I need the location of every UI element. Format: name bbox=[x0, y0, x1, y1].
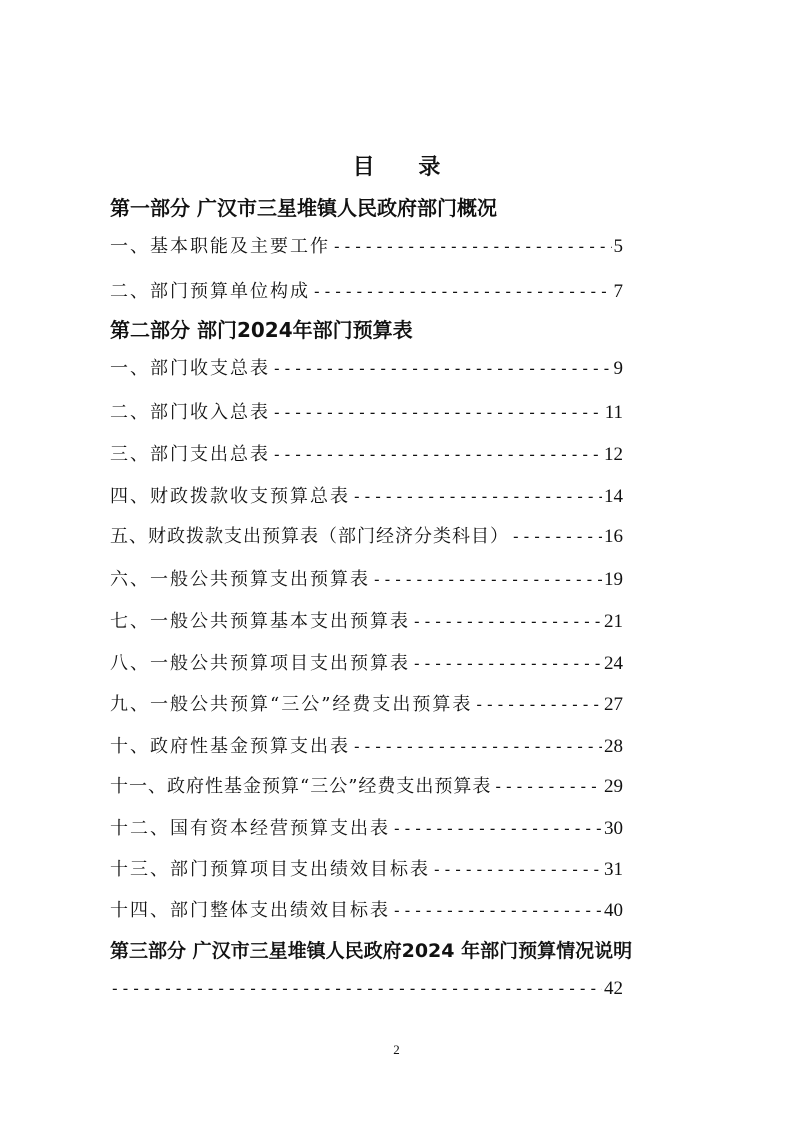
toc-entry[interactable] bbox=[110, 398, 623, 424]
part-heading-1: 第一部分 广汉市三星堆镇人民政府部门概况 bbox=[110, 196, 497, 220]
toc-entry-label: 十二、国有资本经营预算支出表 bbox=[110, 818, 390, 839]
toc-leader bbox=[392, 819, 602, 838]
toc-leader bbox=[332, 237, 612, 256]
toc-entry-label: 十、政府性基金预算支出表 bbox=[110, 736, 350, 757]
toc-entry-label: 四、财政拨款收支预算总表 bbox=[110, 486, 350, 507]
toc-entry-label: 九、一般公共预算“三公”经费支出预算表 bbox=[110, 694, 473, 715]
toc-leader bbox=[352, 737, 602, 756]
toc-entry[interactable] bbox=[110, 814, 623, 840]
toc-entry[interactable] bbox=[110, 232, 623, 258]
part-heading-2: 第二部分 部门2024年部门预算表 bbox=[110, 318, 413, 342]
toc-entry-page: 16 bbox=[604, 526, 623, 547]
toc-leader bbox=[493, 777, 602, 796]
toc-entry[interactable] bbox=[110, 277, 623, 303]
toc-entry-page: 5 bbox=[613, 236, 623, 257]
toc-entry[interactable] bbox=[110, 354, 623, 380]
toc-entry[interactable] bbox=[110, 896, 623, 922]
toc-leader bbox=[110, 979, 602, 998]
toc-entry[interactable] bbox=[110, 522, 623, 548]
toc-leader bbox=[432, 860, 602, 879]
toc-entry-page: 28 bbox=[604, 736, 623, 757]
toc-entry[interactable] bbox=[110, 690, 623, 716]
toc-title: 目 录 bbox=[352, 155, 459, 180]
toc-leader bbox=[272, 445, 602, 464]
toc-entry-label: 二、部门预算单位构成 bbox=[110, 281, 310, 302]
toc-entry-page: 27 bbox=[604, 694, 623, 715]
toc-leader bbox=[474, 695, 602, 714]
toc-entry[interactable] bbox=[110, 649, 623, 675]
toc-entry-page: 31 bbox=[604, 859, 623, 880]
toc-leader bbox=[352, 487, 602, 506]
toc-entry-page: 29 bbox=[604, 776, 623, 797]
toc-leader bbox=[372, 570, 602, 589]
toc-entry-page: 14 bbox=[604, 486, 623, 507]
toc-entry-label: 二、部门收入总表 bbox=[110, 402, 270, 423]
toc-leader bbox=[412, 612, 602, 631]
toc-entry-page: 12 bbox=[604, 444, 623, 465]
toc-entry-page: 7 bbox=[613, 281, 623, 302]
toc-entry-label: 一、部门收支总表 bbox=[110, 358, 270, 379]
toc-leader bbox=[312, 282, 612, 301]
toc-entry[interactable] bbox=[110, 607, 623, 633]
toc-entry-label: 十一、政府性基金预算“三公”经费支出预算表 bbox=[110, 776, 492, 797]
toc-entry[interactable] bbox=[110, 440, 623, 466]
toc-leader bbox=[392, 901, 602, 920]
toc-entry-page: 24 bbox=[604, 653, 623, 674]
toc-entry[interactable] bbox=[110, 772, 623, 798]
toc-entry-label: 三、部门支出总表 bbox=[110, 444, 270, 465]
toc-entry-page: 42 bbox=[604, 978, 623, 999]
toc-entry[interactable] bbox=[110, 732, 623, 758]
toc-entry[interactable] bbox=[110, 978, 623, 1000]
toc-entry-page: 40 bbox=[604, 900, 623, 921]
toc-leader bbox=[511, 527, 602, 546]
page-number: 2 bbox=[393, 1042, 400, 1057]
toc-entry-page: 19 bbox=[604, 569, 623, 590]
part-heading-3: 第三部分 广汉市三星堆镇人民政府2024 年部门预算情况说明 bbox=[110, 940, 633, 962]
toc-leader bbox=[412, 654, 602, 673]
toc-entry-page: 11 bbox=[604, 402, 623, 423]
toc-entry[interactable] bbox=[110, 565, 623, 591]
toc-entry[interactable] bbox=[110, 482, 623, 508]
toc-leader bbox=[272, 359, 612, 378]
toc-leader bbox=[272, 403, 603, 422]
toc-entry-label: 十三、部门预算项目支出绩效目标表 bbox=[110, 859, 430, 880]
toc-entry-label: 七、一般公共预算基本支出预算表 bbox=[110, 611, 410, 632]
toc-entry-label: 八、一般公共预算项目支出预算表 bbox=[110, 653, 410, 674]
toc-entry-page: 9 bbox=[613, 358, 623, 379]
toc-entry-label: 十四、部门整体支出绩效目标表 bbox=[110, 900, 390, 921]
toc-entry-label: 一、基本职能及主要工作 bbox=[110, 236, 330, 257]
toc-entry-page: 21 bbox=[604, 611, 623, 632]
toc-entry[interactable] bbox=[110, 855, 623, 881]
toc-entry-label: 六、一般公共预算支出预算表 bbox=[110, 569, 370, 590]
toc-entry-page: 30 bbox=[604, 818, 623, 839]
toc-entry-label: 五、财政拨款支出预算表（部门经济分类科目） bbox=[110, 526, 509, 547]
